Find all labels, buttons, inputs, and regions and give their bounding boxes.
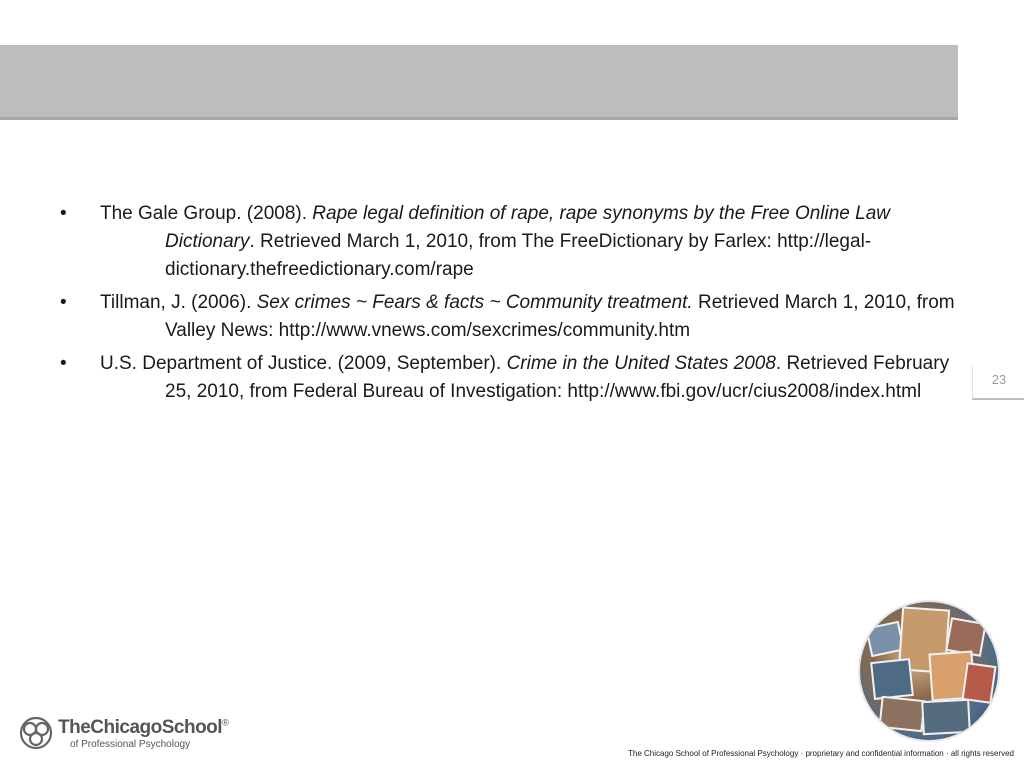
bullet: •: [60, 292, 67, 313]
knot-logo-icon: [18, 715, 54, 751]
photo-tile: [921, 699, 971, 735]
reference-list: [60, 200, 960, 411]
bullet: •: [60, 353, 67, 374]
student-photo-collage: [860, 602, 998, 740]
photo-tile: [870, 658, 914, 700]
reference-item: [60, 289, 960, 345]
reference-title: Sex crimes ~ Fears & facts ~ Community treatment.: [256, 292, 693, 313]
photo-tile: [962, 662, 997, 704]
registered-mark: ®: [222, 717, 229, 728]
logo-name: [58, 717, 228, 739]
bullet: •: [60, 203, 67, 224]
reference-tail: Retrieved March 1, 2010, from Valley News: http://www.vnews.com/sexcrimes/community.htm: [165, 292, 955, 341]
reference-lead: U.S. Department of Justice. (2009, September).: [100, 353, 507, 374]
school-logo: [18, 713, 229, 753]
reference-lead: Tillman, J. (2006).: [100, 292, 257, 313]
footer-text: The Chicago School of Professional Psychology · proprietary and confidential information · all rights reserved: [628, 749, 1014, 758]
reference-item: [60, 350, 960, 406]
reference-tail: . Retrieved March 1, 2010, from The FreeDictionary by Farlex: http://legal-dictionary.thefreedictionary.com/rape: [165, 231, 872, 280]
logo-subtitle: of Professional Psychology: [70, 739, 191, 750]
reference-tail: . Retrieved February 25, 2010, from Federal Bureau of Investigation: http://www.fbi.gov/ucr/cius2008/index.html: [165, 353, 950, 402]
title-bar: [0, 45, 958, 120]
reference-title: Rape legal definition of rape, rape synonyms by the Free Online Law Dictionary: [165, 203, 890, 252]
logo-name-text: TheChicagoSchool: [58, 717, 223, 738]
reference-item: [60, 200, 960, 284]
reference-lead: The Gale Group. (2008).: [100, 203, 313, 224]
page-number: 23: [972, 366, 1024, 400]
reference-title: Crime in the United States 2008: [506, 353, 776, 374]
photo-tile: [878, 696, 925, 732]
